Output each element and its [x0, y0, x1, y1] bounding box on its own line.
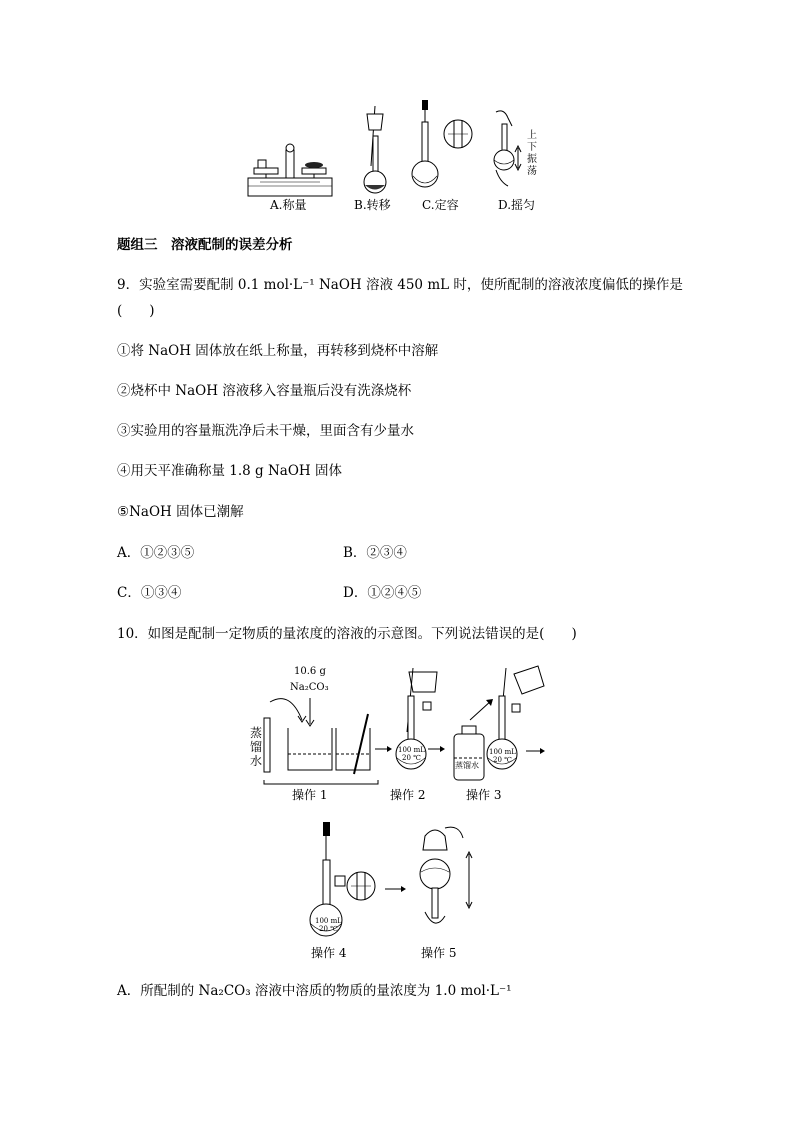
shake-label: 上下振荡	[527, 130, 537, 177]
q10-option-a: A．所配制的 Na₂CO₃ 溶液中溶质的物质的量浓度为 1.0 mol·L⁻¹	[117, 983, 512, 999]
q9-item-5: ⑤NaOH 固体已潮解	[117, 504, 244, 520]
fix-volume-illustration	[408, 98, 478, 188]
section-title: 题组三 溶液配制的误差分析	[117, 237, 293, 253]
distilled-water-bottle	[450, 724, 490, 784]
flask-2-volume: 100 mL	[398, 746, 425, 754]
caption-d: D.摇匀	[498, 198, 536, 212]
arrow-2	[428, 744, 448, 754]
q9-option-d: D．①②④⑤	[343, 585, 422, 601]
caption-c: C.定容	[422, 198, 459, 212]
op-4-label: 操作 4	[311, 946, 347, 960]
flask-4-temp: 20 ℃	[319, 925, 338, 933]
transfer-illustration	[355, 104, 395, 189]
flask-4-volume: 100 mL	[315, 917, 342, 925]
mass-label: 10.6 g	[294, 666, 326, 677]
q9-item-1: ①将 NaOH 固体放在纸上称量，再转移到烧杯中溶解	[117, 343, 439, 359]
shake-illustration	[490, 108, 530, 193]
q9-option-a: A．①②③⑤	[117, 545, 195, 561]
q9-stem: 9．实验室需要配制 0.1 mol·L⁻¹ NaOH 溶液 450 mL 时，使所配制的溶液浓度偏低的操作是	[117, 277, 683, 293]
operation-3-illustration	[486, 664, 556, 784]
op-5-label: 操作 5	[421, 946, 457, 960]
q9-option-b: B．②③④	[343, 545, 407, 561]
operation-2-illustration	[395, 666, 455, 786]
water-label: 蒸馏水	[250, 726, 263, 768]
q9-item-4: ④用天平准确称量 1.8 g NaOH 固体	[117, 463, 342, 479]
arrow-4	[526, 746, 548, 756]
q9-answer-paren: ( )	[117, 303, 155, 319]
operation-1-illustration	[250, 662, 380, 782]
q10-stem: 10．如图是配制一定物质的量浓度的溶液的示意图。下列说法错误的是( )	[117, 626, 577, 642]
bottle-label: 蒸馏水	[455, 761, 479, 770]
caption-b: B.转移	[354, 198, 391, 212]
flask-3-temp: 20 ℃	[493, 756, 512, 764]
figure-2-row-2	[305, 820, 485, 965]
arrow-1	[375, 744, 395, 754]
q9-option-c: C．①③④	[117, 585, 182, 601]
formula-label: Na₂CO₃	[290, 682, 329, 693]
op-3-label: 操作 3	[466, 788, 502, 802]
op-1-label: 操作 1	[292, 788, 328, 802]
arrow-5	[385, 884, 409, 894]
figure-2-row-1	[250, 662, 550, 807]
op-2-label: 操作 2	[390, 788, 426, 802]
q9-item-2: ②烧杯中 NaOH 溶液移入容量瓶后没有洗涤烧杯	[117, 383, 412, 399]
operation-5-illustration	[411, 820, 481, 940]
q9-item-3: ③实验用的容量瓶洗净后未干燥，里面含有少量水	[117, 423, 414, 439]
flask-2-temp: 20 ℃	[402, 754, 421, 762]
flask-3-volume: 100 mL	[489, 748, 516, 756]
figure-1	[240, 112, 540, 212]
caption-a: A.称量	[270, 198, 307, 212]
